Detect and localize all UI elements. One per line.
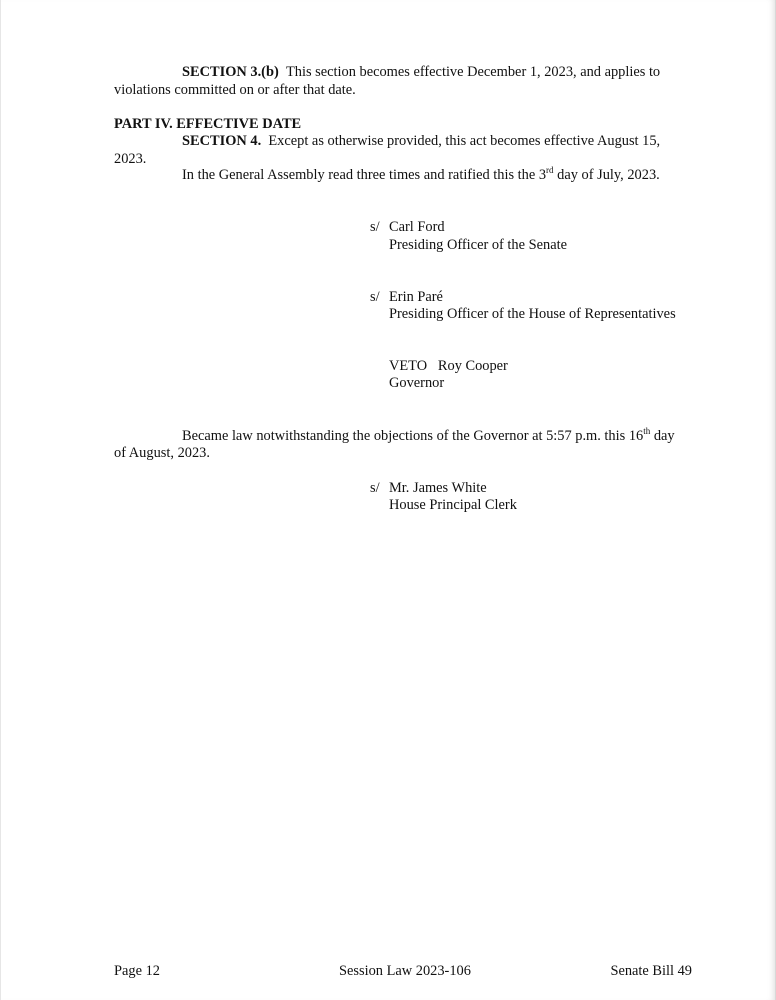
signer-title: Presiding Officer of the House of Representatives [389, 306, 676, 322]
became-law-ordinal: th [643, 426, 651, 437]
signature-prefix: s/ [370, 480, 380, 496]
section-3b-text-line1: This section becomes effective December 1, 2023, and applies to [285, 64, 661, 80]
clerk-title: House Principal Clerk [389, 497, 517, 513]
section-3b-text-line2: violations committed on or after that date. [114, 82, 356, 98]
section-4-text-line2: 2023. [114, 151, 147, 167]
became-law-text: Became law notwithstanding the objections of the Governor at 5:57 p.m. this 16 [182, 428, 644, 444]
part-4-heading: PART IV. EFFECTIVE DATE [114, 116, 302, 132]
ratification-ordinal: rd [546, 165, 554, 176]
ratification-text: In the General Assembly read three times and ratified this the 3 [182, 167, 547, 183]
section-4-line1 [182, 132, 660, 150]
governor-title: Governor [389, 375, 445, 391]
footer-session-law: Session Law 2023-106 [339, 963, 471, 979]
clerk-name: Mr. James White [389, 480, 487, 496]
section-4-text-line1: Except as otherwise provided, this act becomes effective August 15, [268, 133, 661, 149]
footer-bill: Senate Bill 49 [610, 963, 692, 979]
signer-name: Erin Paré [389, 289, 443, 305]
ratification-line [182, 166, 660, 184]
ratification-text-after: day of July, 2023. [553, 167, 660, 183]
became-law-text-after: day [650, 428, 675, 444]
section-3b-heading: SECTION 3.(b) [182, 64, 279, 80]
signature-prefix: s/ [370, 219, 380, 235]
became-law-line2: of August, 2023. [114, 445, 210, 461]
footer-page-number: Page 12 [114, 963, 160, 979]
became-law-line1 [182, 427, 675, 445]
section-3b-line1 [182, 63, 691, 81]
signer-name: Carl Ford [389, 219, 445, 235]
section-4-heading: SECTION 4. [182, 133, 262, 149]
signature-prefix: s/ [370, 289, 380, 305]
signer-title: Presiding Officer of the Senate [389, 237, 567, 253]
governor-veto-name: VETO Roy Cooper [389, 358, 508, 374]
